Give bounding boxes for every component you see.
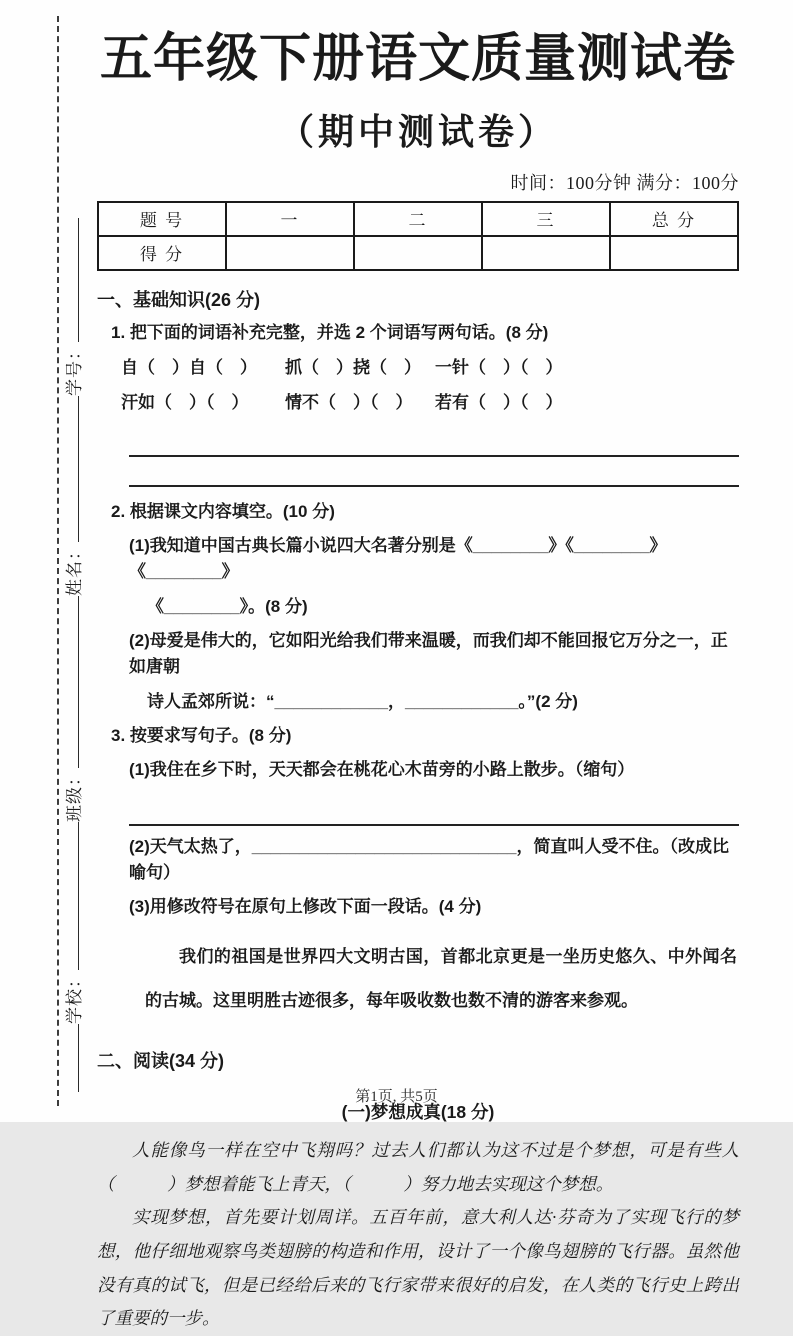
word-fill-row-1 [121, 355, 739, 381]
reading-passage-paragraph-1: 人能像鸟一样在空中飞翔吗？过去人们都认为这不过是个梦想，可是有些人（ ）梦想着能飞上青天，（ ）努力地去实现这个梦想。 [97, 1140, 739, 1194]
student-number-write-line [65, 218, 79, 342]
exam-title: 五年级下册语文质量测试卷 [99, 31, 736, 88]
student-info-strip [52, 80, 92, 1092]
score-table [97, 201, 739, 271]
score-table-header-row [98, 202, 738, 236]
word-fill-item: 抓（ ）挠（ ） [285, 357, 421, 377]
exam-subtitle: （期中测试卷） [277, 111, 558, 152]
score-table-header-cell: 二 [354, 202, 482, 236]
score-table-header-cell: 三 [482, 202, 610, 236]
question-2-item-1: (1)我知道中国古典长篇小说四大名著分别是《________》《________》《________》 [129, 535, 667, 582]
score-cell [610, 236, 738, 270]
score-table-header-cell: 一 [226, 202, 354, 236]
score-cell [226, 236, 354, 270]
exam-time-score-info: 时间：100分钟 满分：100分 [510, 172, 739, 193]
answer-line [129, 457, 739, 487]
score-table-score-row [98, 236, 738, 270]
name-field-label: 姓名： [64, 542, 84, 596]
section-one-heading: 一、基础知识(26 分) [97, 289, 261, 310]
question-3-prompt: 3. 按要求写句子。(8 分) [111, 726, 292, 746]
score-table-header-cell: 题 号 [98, 202, 226, 236]
question-2-item-2: (2)母爱是伟大的，它如阳光给我们带来温暖，而我们却不能回报它万分之一，正如唐朝 [129, 631, 728, 677]
reading-passage-paragraph-2: 实现梦想，首先要计划周详。五百年前，意大利人达·芬奇为了实现飞行的梦想，他仔细地观察鸟类翅膀的构造和作用，设计了一个像鸟翅膀的飞行器。虽然他没有真的试飞，但是已经给后来的飞行家带来很好的启发，在人类的飞行史上跨出了重要的一步。 [97, 1207, 739, 1329]
score-cell [354, 236, 482, 270]
question-3-item-1: (1)我住在乡下时，天天都会在桃花心木苗旁的小路上散步。（缩句） [129, 760, 635, 780]
write-line [65, 1024, 79, 1092]
question-2-item-2-continued: 诗人孟郊所说：“____________，____________。”(2 分) [147, 691, 578, 711]
reading-passage-title: (一)梦想成真(18 分) [341, 1102, 495, 1123]
section-two-heading: 二、阅读(34 分) [97, 1051, 225, 1072]
word-fill-item: 情不（ ）（ ） [285, 393, 413, 413]
paragraph-to-correct: 我们的祖国是世界四大文明古国，首都北京更是一坐历史悠久、中外闻名的古城。这里明胜古迹很多，每年吸收数也数不清的游客来参观。 [145, 946, 737, 1010]
exam-content [97, 26, 739, 1336]
class-write-line [65, 596, 79, 768]
question-2-prompt: 2. 根据课文内容填空。(10 分) [111, 501, 335, 521]
score-cell [482, 236, 610, 270]
word-fill-item: 一针（ ）（ ） [435, 357, 563, 377]
page-number: 第1页, 共5页 [355, 1089, 438, 1105]
question-1-prompt: 1. 把下面的词语补充完整，并选 2 个词语写两句话。(8 分) [111, 322, 549, 342]
question-2-item-1-continued: 《________》。(8 分) [147, 596, 308, 616]
student-number-field-label: 学号： [64, 342, 84, 396]
class-field-label: 班级： [64, 768, 84, 822]
answer-line [129, 427, 739, 457]
word-fill-item: 若有（ ）（ ） [435, 393, 563, 413]
word-fill-item: 自（ ）自（ ） [121, 357, 257, 377]
school-write-line [65, 822, 79, 970]
name-write-line [65, 396, 79, 542]
score-row-label: 得 分 [98, 236, 226, 270]
word-fill-item: 汗如（ ）（ ） [121, 393, 249, 413]
question-3-item-2: (2)天气太热了，____________________________，简直叫人受不住。（改成比喻句） [129, 836, 730, 883]
question-3-item-3: (3)用修改符号在原句上修改下面一段话。(4 分) [129, 897, 482, 917]
score-table-header-cell: 总 分 [610, 202, 738, 236]
school-field-label: 学校： [64, 970, 84, 1024]
answer-line [129, 796, 739, 826]
word-fill-row-2 [121, 390, 739, 416]
